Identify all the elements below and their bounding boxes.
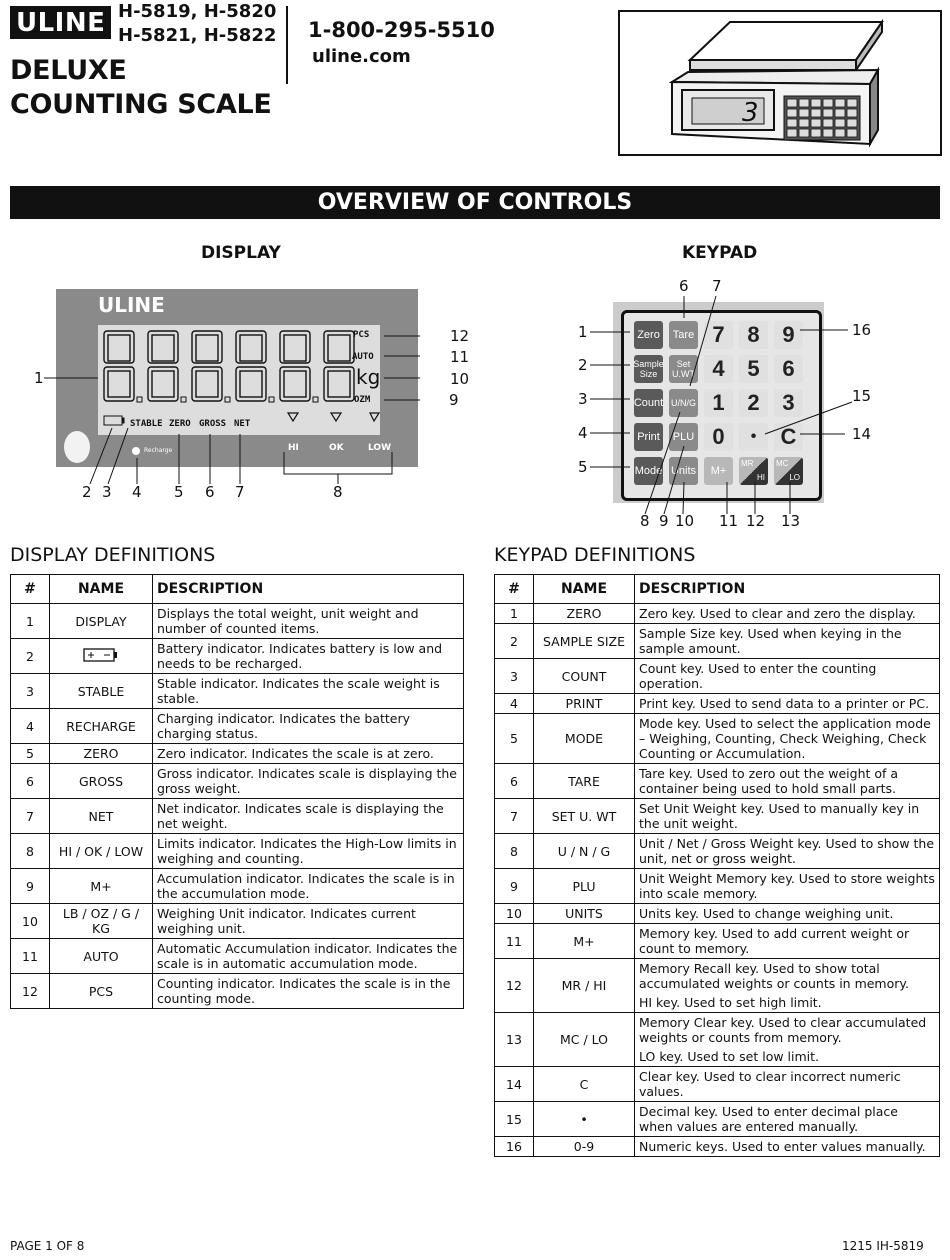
description-text: Gross indicator. Indicates scale is displaying the gross weight. xyxy=(157,766,457,796)
row-name: HI / OK / LOW xyxy=(50,834,153,869)
keypad-callout-2: 2 xyxy=(578,356,588,374)
row-number: 8 xyxy=(11,834,50,869)
keypad-callout-1: 1 xyxy=(578,323,588,341)
keypad-callout-9: 9 xyxy=(659,512,669,530)
keypad-callout-11: 11 xyxy=(719,512,739,530)
row-description xyxy=(635,904,940,924)
row-name: PRINT xyxy=(534,694,635,714)
row-name: ZERO xyxy=(50,744,153,764)
table-row xyxy=(495,799,940,834)
keypad-definitions-body xyxy=(495,604,940,1157)
table-row xyxy=(11,974,464,1009)
display-callout-8: 8 xyxy=(333,483,343,501)
description-text: Weighing Unit indicator. Indicates current weighing unit. xyxy=(157,906,416,936)
table-row xyxy=(11,869,464,904)
keypad-heading: KEYPAD xyxy=(682,243,758,263)
row-name: M+ xyxy=(534,924,635,959)
col-description: DESCRIPTION xyxy=(635,575,940,604)
keypad-definitions-table xyxy=(494,574,940,1157)
row-name: DISPLAY xyxy=(50,604,153,639)
row-description xyxy=(635,604,940,624)
key-2: 2 xyxy=(739,389,768,417)
row-description xyxy=(153,709,464,744)
battery-icon xyxy=(82,646,120,664)
table-row xyxy=(495,1102,940,1137)
row-number: 7 xyxy=(11,799,50,834)
key-7: 7 xyxy=(704,321,733,349)
row-number: 3 xyxy=(11,674,50,709)
row-description xyxy=(153,904,464,939)
footer-doc-code: 1215 IH-5819 xyxy=(842,1239,924,1253)
table-row xyxy=(11,799,464,834)
table-row xyxy=(11,744,464,764)
net-indicator: NET xyxy=(234,419,251,429)
keypad-callout-7: 7 xyxy=(712,277,722,295)
col-name: NAME xyxy=(534,575,635,604)
display-definitions-title: DISPLAY DEFINITIONS xyxy=(10,544,216,566)
display-callout-12: 12 xyxy=(450,327,470,345)
row-name: MC / LO xyxy=(534,1013,635,1067)
set-label: Set xyxy=(676,359,691,369)
row-name: MODE xyxy=(534,714,635,764)
keypad-callout-16: 16 xyxy=(852,321,872,339)
count-key: Count xyxy=(634,389,663,417)
table-row xyxy=(495,604,940,624)
row-name: U / N / G xyxy=(534,834,635,869)
display-heading: DISPLAY xyxy=(201,243,281,263)
display-callout-1: 1 xyxy=(34,369,44,387)
row-number: 12 xyxy=(11,974,50,1009)
row-number: 2 xyxy=(495,624,534,659)
table-row xyxy=(11,709,464,744)
tare-key: Tare xyxy=(669,321,698,349)
table-row xyxy=(495,834,940,869)
table-row xyxy=(495,924,940,959)
sample-label: Sample xyxy=(633,359,664,369)
row-description xyxy=(153,974,464,1009)
mode-key: Mode xyxy=(634,457,663,485)
scale-photo-digit: 3 xyxy=(742,98,759,128)
row-description xyxy=(635,1067,940,1102)
row-description xyxy=(635,624,940,659)
row-number: 4 xyxy=(495,694,534,714)
row-name: RECHARGE xyxy=(50,709,153,744)
row-number: 1 xyxy=(495,604,534,624)
display-definitions-body xyxy=(11,604,464,1009)
table-row xyxy=(495,694,940,714)
row-name: MR / HI xyxy=(534,959,635,1013)
description-text: Unit / Net / Gross Weight key. Used to show the unit, net or gross weight. xyxy=(639,836,935,866)
section-banner: OVERVIEW OF CONTROLS xyxy=(10,186,940,219)
row-number: 3 xyxy=(495,659,534,694)
description-text: Automatic Accumulation indicator. Indicates the scale is in automatic accumulation mode. xyxy=(157,941,458,971)
mc-label: MC xyxy=(776,459,789,468)
key-1: 1 xyxy=(704,389,733,417)
uline-logo: ULINE xyxy=(10,6,111,39)
row-number: 5 xyxy=(495,714,534,764)
row-description xyxy=(153,834,464,869)
row-name: • xyxy=(534,1102,635,1137)
row-number: 6 xyxy=(11,764,50,799)
ok-indicator: OK xyxy=(329,443,344,453)
auto-indicator: AUTO xyxy=(352,352,374,362)
description-text: Unit Weight Memory key. Used to store weights into scale memory. xyxy=(639,871,935,901)
row-description xyxy=(153,799,464,834)
m-plus-key: M+ xyxy=(704,457,733,485)
row-number: 7 xyxy=(495,799,534,834)
table-header-row xyxy=(495,575,940,604)
row-number: 14 xyxy=(495,1067,534,1102)
description-text-2: HI key. Used to set high limit. xyxy=(639,995,822,1010)
description-text: Numeric keys. Used to enter values manually. xyxy=(639,1139,926,1154)
unit-indicator: kg xyxy=(356,365,381,389)
models-line-1: H-5819, H-5820 xyxy=(118,1,277,22)
zero-indicator: ZERO xyxy=(169,419,191,429)
display-callout-7: 7 xyxy=(235,483,245,501)
row-number: 16 xyxy=(495,1137,534,1157)
description-text: Memory Clear key. Used to clear accumulated weights or counts from memory. xyxy=(639,1015,927,1045)
row-description xyxy=(153,764,464,799)
row-name: STABLE xyxy=(50,674,153,709)
keypad-callout-15: 15 xyxy=(852,387,872,405)
description-text: Limits indicator. Indicates the High-Low limits in weighing and counting. xyxy=(157,836,457,866)
keypad-callout-lines-icon xyxy=(0,0,950,540)
row-description xyxy=(635,764,940,799)
row-description xyxy=(635,834,940,869)
row-number: 12 xyxy=(495,959,534,1013)
row-number: 10 xyxy=(11,904,50,939)
table-row xyxy=(495,764,940,799)
row-description xyxy=(153,939,464,974)
table-row xyxy=(495,959,940,1013)
keypad-callout-5: 5 xyxy=(578,458,588,476)
table-row xyxy=(495,904,940,924)
table-row xyxy=(495,1137,940,1157)
col-num: # xyxy=(11,575,50,604)
description-text: Count key. Used to enter the counting operation. xyxy=(639,661,877,691)
row-name: PLU xyxy=(534,869,635,904)
table-row xyxy=(11,604,464,639)
row-number: 5 xyxy=(11,744,50,764)
key-6: 6 xyxy=(774,355,803,383)
row-name: GROSS xyxy=(50,764,153,799)
row-description xyxy=(153,869,464,904)
key-5: 5 xyxy=(739,355,768,383)
description-text: Decimal key. Used to enter decimal place when values are entered manually. xyxy=(639,1104,898,1134)
keypad-callout-13: 13 xyxy=(781,512,801,530)
print-key: Print xyxy=(634,423,663,451)
col-description: DESCRIPTION xyxy=(153,575,464,604)
table-row xyxy=(495,624,940,659)
row-number: 11 xyxy=(11,939,50,974)
recharge-label: Recharge xyxy=(144,447,173,454)
description-text: Charging indicator. Indicates the battery charging status. xyxy=(157,711,411,741)
mr-label: MR xyxy=(741,459,754,468)
description-text: Counting indicator. Indicates the scale is in the counting mode. xyxy=(157,976,451,1006)
description-text: Net indicator. Indicates scale is displaying the net weight. xyxy=(157,801,444,831)
low-indicator: LOW xyxy=(368,443,391,453)
row-name: ZERO xyxy=(534,604,635,624)
display-callout-5: 5 xyxy=(174,483,184,501)
key-3: 3 xyxy=(774,389,803,417)
table-header-row xyxy=(11,575,464,604)
description-text: Print key. Used to send data to a printer or PC. xyxy=(639,696,930,711)
title-line-1: DELUXE xyxy=(10,55,127,86)
table-row xyxy=(11,674,464,709)
row-name: SET U. WT xyxy=(534,799,635,834)
keypad-callout-14: 14 xyxy=(852,425,872,443)
display-callout-3: 3 xyxy=(102,483,112,501)
row-description xyxy=(635,924,940,959)
stable-indicator: STABLE xyxy=(130,419,163,429)
row-name: PCS xyxy=(50,974,153,1009)
display-callout-4: 4 xyxy=(132,483,142,501)
description-text: Memory Recall key. Used to show total accumulated weights or counts in memory. xyxy=(639,961,909,991)
table-row xyxy=(11,834,464,869)
row-name: COUNT xyxy=(534,659,635,694)
display-callout-2: 2 xyxy=(82,483,92,501)
units-key: Units xyxy=(669,457,698,485)
row-description xyxy=(635,714,940,764)
description-text: Zero indicator. Indicates the scale is at zero. xyxy=(157,746,434,761)
description-text: Set Unit Weight key. Used to manually key in the unit weight. xyxy=(639,801,920,831)
pcs-indicator: PCS xyxy=(353,330,370,340)
row-number: 13 xyxy=(495,1013,534,1067)
row-name: LB / OZ / G / KG xyxy=(50,904,153,939)
row-name: AUTO xyxy=(50,939,153,974)
row-description xyxy=(635,869,940,904)
description-text: Battery indicator. Indicates battery is low and needs to be recharged. xyxy=(157,641,443,671)
table-row xyxy=(495,869,940,904)
display-definitions-table xyxy=(10,574,464,1009)
ung-key: U/N/G xyxy=(669,389,698,417)
keypad-callout-3: 3 xyxy=(578,390,588,408)
row-description xyxy=(635,659,940,694)
col-name: NAME xyxy=(50,575,153,604)
description-text: Accumulation indicator. Indicates the scale is in the accumulation mode. xyxy=(157,871,455,901)
keypad-callout-10: 10 xyxy=(675,512,695,530)
description-text: Mode key. Used to select the application mode – Weighing, Counting, Check Weighing, Check Counting or Accumulation. xyxy=(639,716,931,761)
description-text: Tare key. Used to zero out the weight of a container being used to hold small parts. xyxy=(639,766,899,796)
footer-page-number: PAGE 1 OF 8 xyxy=(10,1239,85,1253)
description-text: Displays the total weight, unit weight and number of counted items. xyxy=(157,606,419,636)
description-text: Clear key. Used to clear incorrect numeric values. xyxy=(639,1069,901,1099)
display-callout-11: 11 xyxy=(450,348,470,366)
key-9: 9 xyxy=(774,321,803,349)
table-row xyxy=(495,1067,940,1102)
row-name: NET xyxy=(50,799,153,834)
row-description xyxy=(153,604,464,639)
row-number: 8 xyxy=(495,834,534,869)
size-label: Size xyxy=(639,369,658,379)
title-line-2: COUNTING SCALE xyxy=(10,89,272,120)
row-description xyxy=(635,694,940,714)
row-number: 6 xyxy=(495,764,534,799)
row-name xyxy=(50,639,153,674)
uwt-label: U.WT xyxy=(672,369,695,379)
row-number: 9 xyxy=(495,869,534,904)
keypad-callout-8: 8 xyxy=(640,512,650,530)
display-callout-10: 10 xyxy=(450,370,470,388)
row-name: 0-9 xyxy=(534,1137,635,1157)
display-callout-6: 6 xyxy=(205,483,215,501)
keypad-callout-4: 4 xyxy=(578,424,588,442)
gross-indicator: GROSS xyxy=(199,419,227,429)
models-line-2: H-5821, H-5822 xyxy=(118,25,277,46)
row-description xyxy=(153,674,464,709)
row-name: C xyxy=(534,1067,635,1102)
hi-indicator: HI xyxy=(288,443,299,453)
keypad-callout-12: 12 xyxy=(746,512,766,530)
display-brand: ULINE xyxy=(98,293,165,317)
row-number: 9 xyxy=(11,869,50,904)
table-row xyxy=(495,659,940,694)
row-number: 2 xyxy=(11,639,50,674)
clear-key: C xyxy=(774,423,803,451)
description-text: Stable indicator. Indicates the scale weight is stable. xyxy=(157,676,440,706)
row-name: TARE xyxy=(534,764,635,799)
keypad-callout-6: 6 xyxy=(679,277,689,295)
table-row xyxy=(11,939,464,974)
display-callout-9: 9 xyxy=(449,391,459,409)
row-number: 4 xyxy=(11,709,50,744)
row-number: 10 xyxy=(495,904,534,924)
col-num: # xyxy=(495,575,534,604)
row-description xyxy=(635,1102,940,1137)
key-0: 0 xyxy=(704,423,733,451)
description-text: Zero key. Used to clear and zero the display. xyxy=(639,606,916,621)
row-number: 11 xyxy=(495,924,534,959)
plu-key: PLU xyxy=(669,423,698,451)
phone-number: 1-800-295-5510 xyxy=(308,18,495,42)
key-8: 8 xyxy=(739,321,768,349)
row-name: M+ xyxy=(50,869,153,904)
row-number: 15 xyxy=(495,1102,534,1137)
description-text: Sample Size key. Used when keying in the sample amount. xyxy=(639,626,902,656)
description-text: Memory key. Used to add current weight or count to memory. xyxy=(639,926,910,956)
row-description xyxy=(635,1013,940,1067)
hi-label: HI xyxy=(757,473,765,482)
lo-label: LO xyxy=(789,473,800,482)
table-row xyxy=(11,764,464,799)
table-row xyxy=(495,1013,940,1067)
table-row xyxy=(11,639,464,674)
row-description xyxy=(153,639,464,674)
zero-key: Zero xyxy=(634,321,663,349)
key-4: 4 xyxy=(704,355,733,383)
row-name: UNITS xyxy=(534,904,635,924)
keypad-definitions-title: KEYPAD DEFINITIONS xyxy=(494,544,696,566)
decimal-key: • xyxy=(739,423,768,451)
row-name: SAMPLE SIZE xyxy=(534,624,635,659)
table-row xyxy=(495,714,940,764)
row-description xyxy=(635,959,940,1013)
row-description xyxy=(153,744,464,764)
table-row xyxy=(11,904,464,939)
website: uline.com xyxy=(312,46,411,67)
row-description xyxy=(635,1137,940,1157)
ozm-indicator: OZM xyxy=(354,395,371,405)
row-description xyxy=(635,799,940,834)
description-text-2: LO key. Used to set low limit. xyxy=(639,1049,820,1064)
description-text: Units key. Used to change weighing unit. xyxy=(639,906,894,921)
row-number: 1 xyxy=(11,604,50,639)
